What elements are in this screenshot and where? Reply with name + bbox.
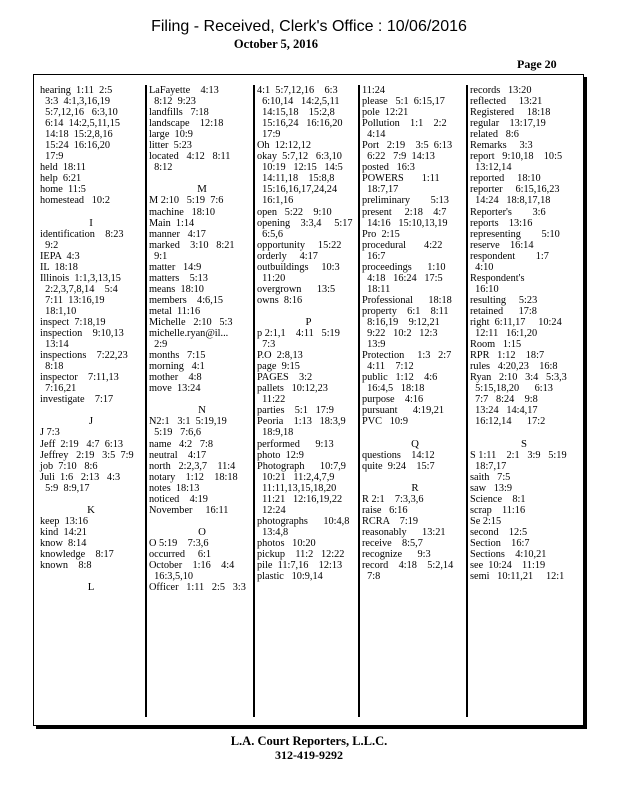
- index-entry-line: large 10:9: [149, 129, 193, 141]
- index-entry-line: Room 1:15: [470, 339, 522, 351]
- index-entry-line: Jeffrey 2:19 3:5 7:9: [40, 449, 134, 461]
- index-entry-line: means 18:10: [149, 283, 204, 295]
- index-entry-line: rules 4:20,23 16:8: [470, 361, 558, 373]
- index-entry-line: Main 1:14: [149, 217, 195, 229]
- index-entry-line: 11:22: [257, 394, 286, 406]
- index-entry-line: 11:21 12:16,19,22: [257, 493, 343, 505]
- index-entry-line: occurred 6:1: [149, 548, 212, 560]
- index-entry-line: S 1:11 2:1 3:9 5:19: [470, 449, 567, 461]
- index-column-4: [358, 85, 468, 717]
- index-entry-line: second 12:5: [470, 526, 528, 538]
- index-entry-line: investigate 7:17: [40, 394, 114, 406]
- index-entry-line: 13:9: [362, 339, 386, 351]
- index-entry-line: 16:3,5,10: [149, 571, 194, 583]
- index-entry-line: please 5:1 6:15,17: [362, 96, 445, 108]
- index-entry-line: machine 18:10: [149, 206, 216, 218]
- index-entry-line: Photograph 10:7,9: [257, 460, 346, 472]
- index-entry-line: 10:19 12:15 14:5: [257, 162, 343, 174]
- index-entry-line: 16:12,14 17:2: [470, 416, 546, 428]
- index-column-3: [253, 85, 360, 717]
- index-entry-line: October 1:16 4:4: [149, 560, 235, 572]
- index-entry-line: months 7:15: [149, 350, 206, 362]
- index-entry-line: Science 8:1: [470, 493, 526, 505]
- index-entry-line: north 2:2,3,7 11:4: [149, 460, 236, 472]
- index-entry-line: scrap 11:16: [470, 504, 526, 516]
- index-entry-line: 12:24: [257, 504, 286, 516]
- index-entry-line: parties 5:1 17:9: [257, 405, 334, 417]
- index-entry-line: respondent 1:7: [470, 250, 549, 262]
- index-entry-line: questions 14:12: [362, 449, 435, 461]
- transcript-date: October 5, 2016: [233, 37, 319, 51]
- index-entry-line: job 7:10 8:6: [40, 460, 98, 472]
- index-entry-line: noticed 4:19: [149, 493, 208, 505]
- index-entry-line: 10:21 11:2,4,7,9: [257, 471, 335, 483]
- index-entry-line: see 10:24 11:19: [470, 560, 546, 572]
- index-entry-line: Pro 2:15: [362, 228, 400, 240]
- index-frame: [33, 74, 584, 726]
- index-entry-line: 8:18: [40, 361, 64, 373]
- index-entry-line: 5:15,18,20 6:13: [470, 383, 553, 395]
- index-entry-line: 4:1 5:7,12,16 6:3: [257, 85, 338, 96]
- index-entry-line: outbuildings 10:3: [257, 261, 340, 273]
- index-entry-line: Ryan 2:10 3:4 5:3,3: [470, 372, 567, 384]
- index-entry-line: Pollution 1:1 2:2: [362, 118, 447, 130]
- index-letter-heading: I: [89, 216, 93, 229]
- index-entry-line: 2:2,3,7,8,14 5:4: [40, 283, 118, 295]
- index-entry-line: 17:9: [40, 151, 64, 163]
- index-entry-line: 7:8: [362, 571, 381, 583]
- index-entry-line: records 13:20: [470, 85, 532, 96]
- index-entry-line: okay 5:7,12 6:3,10: [257, 151, 342, 163]
- index-entry-line: 13:24 14:4,17: [470, 405, 538, 417]
- index-entry-line: receive 8:5,7: [362, 537, 423, 549]
- index-entry-line: saw 13:9: [470, 482, 513, 494]
- index-entry-line: 6:10,14 14:2,5,11: [257, 96, 340, 108]
- index-entry-line: kind 14:21: [40, 526, 87, 538]
- index-entry-line: regular 13:17,19: [470, 118, 546, 130]
- index-entry-line: 14:11,18 15:8,8: [257, 173, 335, 185]
- index-letter-heading: L: [87, 581, 95, 594]
- index-entry-line: Oh 12:12,12: [257, 140, 312, 152]
- index-entry-line: 18:7,17: [470, 460, 507, 472]
- index-entry-line: 4:14: [362, 129, 386, 141]
- index-entry-line: 14:16 15:10,13,19: [362, 217, 448, 229]
- index-entry-line: 4:10: [470, 261, 494, 273]
- index-entry-line: metal 11:16: [149, 305, 201, 317]
- index-entry-line: landfills 7:18: [149, 107, 209, 119]
- index-entry-line: reasonably 13:21: [362, 526, 446, 538]
- index-entry-line: property 6:1 8:11: [362, 305, 449, 317]
- index-entry-line: Peoria 1:13 18:3,9: [257, 416, 346, 428]
- index-entry-line: IEPA 4:3: [40, 250, 80, 262]
- index-letter-heading: P: [305, 315, 312, 328]
- index-entry-line: 9:2: [40, 239, 59, 251]
- index-entry-line: Respondent's: [470, 272, 525, 284]
- index-entry-line: [362, 427, 468, 438]
- index-letter-heading: N: [198, 404, 206, 417]
- index-entry-line: Port 2:19 3:5 6:13: [362, 140, 453, 152]
- index-entry-line: 6:5,6: [257, 228, 284, 240]
- index-letter-heading: M: [197, 183, 207, 196]
- index-column-5: [466, 85, 578, 717]
- index-entry-line: Section 16:7: [470, 537, 530, 549]
- index-entry-line: P.O 2:8,13: [257, 350, 303, 362]
- index-entry-line: IL 18:18: [40, 261, 78, 273]
- index-entry-line: reflected 13:21: [470, 96, 543, 108]
- index-entry-line: litter 5:23: [149, 140, 192, 152]
- index-entry-line: held 18:11: [40, 162, 86, 174]
- index-column-2: [145, 85, 255, 717]
- index-entry-line: opening 3:3,4 5:17: [257, 217, 353, 229]
- index-entry-line: reports 13:16: [470, 217, 533, 229]
- index-entry-line: neutral 4:17: [149, 449, 207, 461]
- index-entry-line: 8:12 9:23: [149, 96, 196, 108]
- index-entry-line: Sections 4:10,21: [470, 548, 547, 560]
- index-entry-line: marked 3:10 8:21: [149, 239, 235, 251]
- index-entry-line: page 9:15: [257, 361, 300, 373]
- index-entry-line: pickup 11:2 12:22: [257, 548, 345, 560]
- index-entry-line: identification 8:23: [40, 228, 124, 240]
- index-entry-line: 8:12: [149, 162, 173, 174]
- index-entry-line: 5:7,12,16 6:3,10: [40, 107, 118, 119]
- index-entry-line: report 9:10,18 10:5: [470, 151, 563, 163]
- index-entry-line: 8:16,19 9:12,21: [362, 316, 440, 328]
- index-entry-line: 12:11 16:1,20: [470, 328, 538, 340]
- index-entry-line: 4:18 16:24 17:5: [362, 272, 443, 284]
- index-entry-line: November 16:11: [149, 504, 229, 516]
- index-entry-line: 16:1,16: [257, 195, 294, 207]
- index-entry-line: 6:22 7:9 14:13: [362, 151, 435, 163]
- index-entry-line: 15:16,16,17,24,24: [257, 184, 338, 196]
- index-entry-line: homestead 10:2: [40, 195, 111, 207]
- index-entry-line: PVC 10:9: [362, 416, 409, 428]
- index-entry-line: performed 9:13: [257, 438, 334, 450]
- index-entry-line: POWERS 1:11: [362, 173, 440, 185]
- index-entry-line: reported 18:10: [470, 173, 541, 185]
- index-entry-line: photos 10:20: [257, 537, 316, 549]
- index-entry-line: 14:24 18:8,17,18: [470, 195, 551, 207]
- index-entry-line: 6:14 14:2,5,11,15: [40, 118, 120, 130]
- index-entry-line: public 1:12 4:6: [362, 372, 438, 384]
- index-entry-line: saith 7:5: [470, 471, 511, 483]
- index-entry-line: 4:11 7:12: [362, 361, 414, 373]
- index-entry-line: proceedings 1:10: [362, 261, 446, 273]
- index-entry-line: raise 6:16: [362, 504, 408, 516]
- court-reporter-phone: 312-419-9292: [275, 748, 343, 762]
- index-entry-line: opportunity 15:22: [257, 239, 342, 251]
- index-letter-heading: O: [198, 525, 206, 538]
- index-entry-line: 3:3 4:1,3,16,19: [40, 96, 111, 108]
- index-entry-line: know 8:14: [40, 537, 87, 549]
- index-entry-line: name 4:2 7:8: [149, 438, 214, 450]
- index-entry-line: home 11:5: [40, 184, 86, 196]
- page-number: Page 20: [517, 57, 557, 71]
- index-entry-line: semi 10:11,21 12:1: [470, 571, 565, 583]
- index-entry-line: 16:4,5 18:18: [362, 383, 425, 395]
- index-entry-line: 7:3: [257, 339, 276, 351]
- index-entry-line: overgrown 13:5: [257, 283, 336, 295]
- index-entry-line: Illinois 1:1,3,13,15: [40, 272, 121, 284]
- index-entry-line: preliminary 5:13: [362, 195, 449, 207]
- index-entry-line: 7:16,21: [40, 383, 77, 395]
- index-entry-line: 15:24 16:16,20: [40, 140, 111, 152]
- index-entry-line: Reporter's 3:6: [470, 206, 546, 218]
- index-entry-line: purpose 4:16: [362, 394, 424, 406]
- index-entry-line: inspector 7:11,13: [40, 372, 119, 384]
- index-entry-line: hearing 1:11 2:5: [40, 85, 113, 96]
- index-entry-line: 18:11: [362, 283, 391, 295]
- index-entry-line: PAGES 3:2: [257, 372, 313, 384]
- index-entry-line: reserve 16:14: [470, 239, 534, 251]
- index-entry-line: known 8:8: [40, 560, 92, 572]
- index-entry-line: J 7:3: [40, 427, 60, 439]
- index-letter-heading: J: [88, 415, 94, 428]
- index-entry-line: 2:9: [149, 339, 168, 351]
- index-entry-line: Registered 18:18: [470, 107, 551, 119]
- index-entry-line: representing 5:10: [470, 228, 560, 240]
- index-entry-line: photo 12:9: [257, 449, 304, 461]
- index-entry-line: open 5:22 9:10: [257, 206, 332, 218]
- index-entry-line: owns 8:16: [257, 294, 303, 306]
- index-entry-line: landscape 12:18: [149, 118, 224, 130]
- index-letter-heading: K: [87, 503, 95, 516]
- index-entry-line: 5:9 8:9,17: [40, 482, 90, 494]
- index-entry-line: 14:18 15:2,8,16: [40, 129, 113, 141]
- index-entry-line: LaFayette 4:13: [149, 85, 219, 96]
- index-entry-line: 13:4,8: [257, 526, 289, 538]
- index-entry-line: [470, 427, 578, 438]
- index-entry-line: 18:7,17: [362, 184, 399, 196]
- index-entry-line: pile 11:7,16 12:13: [257, 560, 343, 572]
- index-entry-line: [40, 207, 142, 218]
- index-entry-line: Remarks 3:3: [470, 140, 533, 152]
- index-entry-line: 7:7 8:24 9:8: [470, 394, 538, 406]
- index-entry-line: 16:7: [362, 250, 386, 262]
- index-entry-line: present 2:18 4:7: [362, 206, 447, 218]
- index-entry-line: Professional 18:18: [362, 294, 452, 306]
- index-entry-line: inspect 7:18,19: [40, 316, 106, 328]
- court-reporter-company: L.A. Court Reporters, L.L.C.: [230, 734, 388, 748]
- index-entry-line: p 2:1,1 4:11 5:19: [257, 328, 340, 340]
- index-entry-line: Juli 1:6 2:13 4:3: [40, 471, 121, 483]
- index-entry-line: resulting 5:23: [470, 294, 538, 306]
- index-entry-line: 16:10: [470, 283, 499, 295]
- index-entry-line: retained 17:8: [470, 305, 537, 317]
- index-letter-heading: S: [520, 437, 527, 450]
- index-entry-line: Se 2:15: [470, 515, 502, 527]
- index-entry-line: matters 5:13: [149, 272, 208, 284]
- index-entry-line: pursuant 4:19,21: [362, 405, 445, 417]
- index-entry-line: inspection 9:10,13: [40, 328, 124, 340]
- index-entry-line: 11:24: [362, 85, 386, 96]
- index-entry-line: located 4:12 8:11: [149, 151, 231, 163]
- index-entry-line: plastic 10:9,14: [257, 571, 323, 583]
- index-entry-line: O 5:19 7:3,6: [149, 537, 209, 549]
- index-entry-line: orderly 4:17: [257, 250, 318, 262]
- index-entry-line: Michelle 2:10 5:3: [149, 316, 233, 328]
- index-entry-line: move 13:24: [149, 383, 201, 395]
- index-entry-line: Protection 1:3 2:7: [362, 350, 452, 362]
- index-entry-line: Officer 1:11 2:5 3:3: [149, 582, 246, 594]
- index-entry-line: knowledge 8:17: [40, 548, 114, 560]
- filing-stamp: Filing - Received, Clerk's Office : 10/06/2016: [151, 18, 467, 35]
- index-entry-line: 9:22 10:2 12:3: [362, 328, 438, 340]
- index-entry-line: R 2:1 7:3,3,6: [362, 493, 424, 505]
- index-entry-line: N2:1 3:1 5:19,19: [149, 416, 227, 428]
- index-entry-line: 13:12,14: [470, 162, 512, 174]
- index-entry-line: notary 1:12 18:18: [149, 471, 238, 483]
- index-entry-line: pole 12:21: [362, 107, 409, 119]
- index-entry-line: 9:1: [149, 250, 168, 262]
- index-entry-line: related 8:6: [470, 129, 519, 141]
- index-entry-line: M 2:10 5:19 7:6: [149, 195, 224, 207]
- index-entry-line: 5:19 7:6,6: [149, 427, 202, 439]
- index-entry-line: 7:11 13:16,19: [40, 294, 105, 306]
- index-entry-line: 17:9: [257, 129, 281, 141]
- index-entry-line: photographs 10:4,8: [257, 515, 350, 527]
- index-entry-line: pallets 10:12,23: [257, 383, 328, 395]
- index-entry-line: right 6:11,17 10:24: [470, 316, 562, 328]
- index-entry-line: procedural 4:22: [362, 239, 443, 251]
- index-entry-line: 18:1,10: [40, 305, 77, 317]
- index-entry-line: 13:14: [40, 339, 69, 351]
- index-letter-heading: Q: [411, 437, 419, 450]
- index-entry-line: Jeff 2:19 4:7 6:13: [40, 438, 124, 450]
- index-entry-line: morning 4:1: [149, 361, 205, 373]
- index-entry-line: mother 4:8: [149, 372, 202, 384]
- index-entry-line: members 4:6,15: [149, 294, 224, 306]
- index-entry-line: inspections 7:22,23: [40, 350, 128, 362]
- index-letter-heading: R: [411, 481, 419, 494]
- index-entry-line: recognize 9:3: [362, 548, 431, 560]
- index-entry-line: help 6:21: [40, 173, 82, 185]
- index-entry-line: matter 14:9: [149, 261, 202, 273]
- index-entry-line: RPR 1:12 18:7: [470, 350, 545, 362]
- index-entry-line: 11:11,13,15,18,20: [257, 482, 337, 494]
- index-entry-line: RCRA 7:19: [362, 515, 419, 527]
- index-entry-line: 18:9,18: [257, 427, 294, 439]
- index-column-1: [40, 85, 142, 717]
- index-entry-line: 11:20: [257, 272, 286, 284]
- index-entry-line: michelle.ryan@il...: [149, 328, 229, 340]
- index-entry-line: record 4:18 5:2,14: [362, 560, 454, 572]
- index-entry-line: quite 9:24 15:7: [362, 460, 435, 472]
- index-entry-line: notes 18:13: [149, 482, 200, 494]
- index-entry-line: 15:16,24 16:16,20: [257, 118, 343, 130]
- index-entry-line: manner 4:17: [149, 228, 206, 240]
- index-entry-line: keep 13:16: [40, 515, 89, 527]
- index-entry-line: 14:15,18 15:2,8: [257, 107, 335, 119]
- index-entry-line: reporter 6:15,16,23: [470, 184, 560, 196]
- index-entry-line: posted 16:3: [362, 162, 415, 174]
